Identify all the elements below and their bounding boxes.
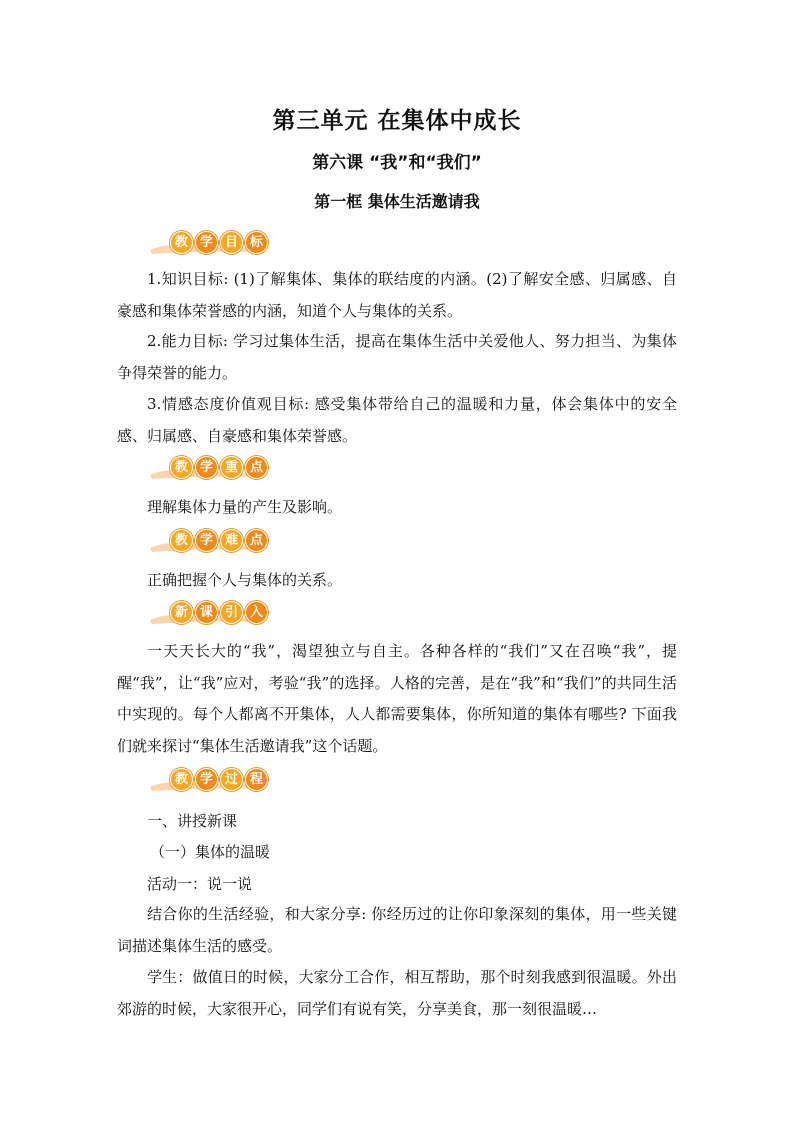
difficulties-text: 正确把握个人与集体的关系。 — [147, 571, 343, 589]
badge-char: 重 — [220, 456, 243, 479]
lesson-title: 第六课 “我”和“我们” — [312, 153, 482, 173]
badge-char: 目 — [220, 231, 243, 254]
key-points-badge — [148, 456, 263, 484]
badge-char: 学 — [195, 231, 218, 254]
activity-title: 活动一：说一说 — [147, 875, 253, 893]
badge-char: 学 — [195, 768, 218, 791]
badge-char: 点 — [245, 456, 268, 479]
badge-char: 过 — [220, 768, 243, 791]
badge-char: 学 — [195, 529, 218, 552]
objective-item-3: 3.情感态度价值观目标: 感受集体带给自己的温暖和力量，体会集体中的安全感、归属感、自豪感和集体荣誉感。 — [117, 395, 677, 445]
student-response: 学生：做值日的时候，大家分工合作，相互帮助，那个时刻我感到很温暖。外出郊游的时候，大家很开心，同学们有说有笑，分享美食，那一刻很温暖… — [117, 968, 677, 1018]
badge-char: 点 — [245, 529, 268, 552]
badge-char: 难 — [220, 529, 243, 552]
activity-task: 结合你的生活经验，和大家分享: 你经历过的让你印象深刻的集体，用一些关键词描述集体生活的感受。 — [117, 905, 677, 955]
objectives-badge — [148, 231, 263, 259]
badge-char: 引 — [220, 601, 243, 624]
introduction-text: 一天天长大的“我”，渴望独立与自主。各种各样的“我们”又在召唤“我”，提醒“我”，让“我”应对，考验“我”的选择。人格的完善，是在“我”和“我们”的共同生活中实现的。每个人都离不开集体，人人都需要集体，你所知道的集体有哪些? 下面我们就来探讨“集体生活邀请我”这个话题。 — [117, 642, 677, 755]
key-points-text: 理解集体力量的产生及影响。 — [147, 498, 343, 516]
badge-char: 课 — [195, 601, 218, 624]
process-badge — [148, 768, 263, 796]
badge-char: 程 — [245, 768, 268, 791]
objective-item-1: 1.知识目标: (1)了解集体、集体的联结度的内涵。(2)了解安全感、归属感、自豪感和集体荣誉感的内涵，知道个人与集体的关系。 — [117, 270, 677, 320]
process-heading-2: （一）集体的温暖 — [150, 843, 271, 861]
difficulties-badge — [148, 529, 263, 557]
unit-title: 第三单元 在集体中成长 — [272, 108, 522, 134]
objective-item-2: 2.能力目标: 学习过集体生活，提高在集体生活中关爱他人、努力担当、为集体争得荣誉的能力。 — [117, 332, 677, 382]
badge-char: 教 — [170, 456, 193, 479]
process-heading-1: 一、讲授新课 — [147, 812, 238, 830]
introduction-badge — [148, 601, 263, 629]
badge-char: 教 — [170, 768, 193, 791]
frame-title: 第一框 集体生活邀请我 — [314, 192, 480, 211]
badge-char: 学 — [195, 456, 218, 479]
badge-char: 标 — [245, 231, 268, 254]
badge-char: 入 — [245, 601, 268, 624]
badge-char: 新 — [170, 601, 193, 624]
badge-char: 教 — [170, 529, 193, 552]
badge-char: 教 — [170, 231, 193, 254]
